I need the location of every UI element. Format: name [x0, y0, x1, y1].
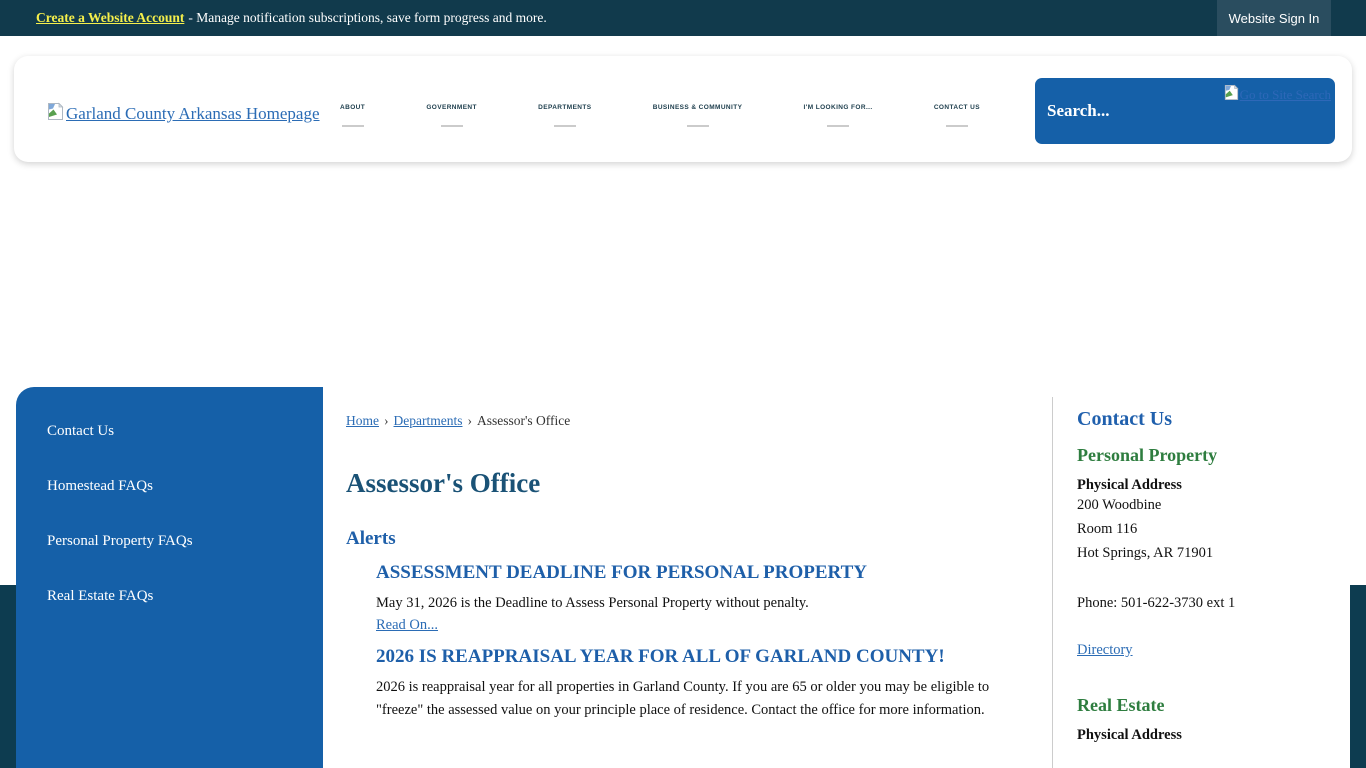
- breadcrumb: [346, 413, 570, 429]
- nav-label: ABOUT: [340, 104, 366, 111]
- nav-item-contact-us[interactable]: [934, 104, 980, 127]
- top-utility-bar: [0, 0, 1366, 36]
- account-message: [36, 0, 547, 36]
- column-divider: [1052, 397, 1053, 768]
- alerts-section-heading: Alerts: [346, 528, 396, 549]
- broken-image-icon: [47, 102, 64, 126]
- personal-property-heading: Personal Property: [1077, 445, 1218, 465]
- contact-info-column: [1077, 408, 1332, 744]
- nav-underline: [827, 125, 849, 127]
- phone-number: Phone: 501-622-3730 ext 1: [1077, 594, 1236, 611]
- nav-label: BUSINESS & COMMUNITY: [652, 104, 743, 111]
- sidebar-item-contact-us[interactable]: Contact Us: [47, 423, 115, 439]
- nav-underline: [687, 125, 709, 127]
- homepage-logo-link[interactable]: [47, 102, 320, 126]
- nav-label: GOVERNMENT: [426, 104, 477, 111]
- alert-body-text: May 31, 2026 is the Deadline to Assess Personal Property without penalty.: [376, 594, 809, 611]
- left-sidebar-menu: [16, 387, 323, 768]
- contact-us-heading: Contact Us: [1077, 408, 1172, 430]
- alert-title-link[interactable]: ASSESSMENT DEADLINE FOR PERSONAL PROPERTY: [376, 562, 867, 583]
- site-search-box: [1035, 78, 1335, 144]
- nav-item-departments[interactable]: [538, 104, 591, 127]
- alert-item: [376, 559, 1031, 634]
- nav-item-government[interactable]: [426, 104, 477, 127]
- read-on-link[interactable]: Read On...: [376, 617, 439, 634]
- nav-item-im-looking-for[interactable]: [804, 104, 873, 127]
- site-header: [14, 56, 1352, 162]
- nav-item-about[interactable]: [340, 104, 365, 127]
- breadcrumb-separator: ›: [384, 413, 389, 428]
- nav-item-business-community[interactable]: [653, 104, 743, 127]
- breadcrumb-departments-link[interactable]: Departments: [393, 413, 463, 428]
- go-to-site-search-button[interactable]: [1224, 84, 1331, 106]
- nav-underline: [342, 125, 364, 127]
- account-message-text: - Manage notification subscriptions, save form progress and more.: [188, 10, 547, 25]
- search-input[interactable]: [1047, 96, 1247, 126]
- page-title: Assessor's Office: [346, 468, 541, 498]
- breadcrumb-current-page: Assessor's Office: [476, 413, 571, 428]
- broken-image-icon: [1224, 84, 1239, 106]
- sidebar-item-homestead-faqs[interactable]: Homestead FAQs: [47, 478, 153, 494]
- alert-title-link[interactable]: 2026 IS REAPPRAISAL YEAR FOR ALL OF GARLAND COUNTY!: [376, 646, 945, 667]
- nav-underline: [554, 125, 576, 127]
- main-navigation: [340, 104, 980, 127]
- alert-item: [376, 643, 1031, 723]
- address-line: 200 Woodbine: [1077, 497, 1162, 513]
- real-estate-heading: Real Estate: [1077, 694, 1165, 715]
- physical-address-label: Physical Address: [1077, 477, 1182, 493]
- website-sign-in-button[interactable]: Website Sign In: [1217, 0, 1331, 36]
- address-line: Room 116: [1077, 520, 1138, 537]
- site-search-alt-text: Go to Site Search: [1239, 87, 1331, 102]
- physical-address-label: Physical Address: [1077, 726, 1182, 743]
- logo-alt-text: Garland County Arkansas Homepage: [66, 104, 320, 123]
- sidebar-item-real-estate-faqs[interactable]: Real Estate FAQs: [47, 588, 154, 604]
- nav-underline: [441, 125, 463, 127]
- nav-label: I'M LOOKING FOR...: [803, 104, 873, 111]
- breadcrumb-home-link[interactable]: Home: [346, 413, 379, 428]
- nav-label: CONTACT US: [933, 104, 980, 111]
- create-account-link[interactable]: Create a Website Account: [36, 10, 185, 25]
- alert-body-text: 2026 is reappraisal year for all properties in Garland County. If you are 65 or older you may be eligible to "freeze" the assessed value on your principle place of residence. Contact the office for more information.: [376, 678, 990, 719]
- breadcrumb-separator: ›: [467, 413, 472, 428]
- address-line: Hot Springs, AR 71901: [1077, 544, 1214, 561]
- sidebar-item-personal-property-faqs[interactable]: Personal Property FAQs: [47, 533, 193, 549]
- directory-link[interactable]: Directory: [1077, 641, 1133, 658]
- nav-label: DEPARTMENTS: [538, 104, 592, 111]
- nav-underline: [946, 125, 968, 127]
